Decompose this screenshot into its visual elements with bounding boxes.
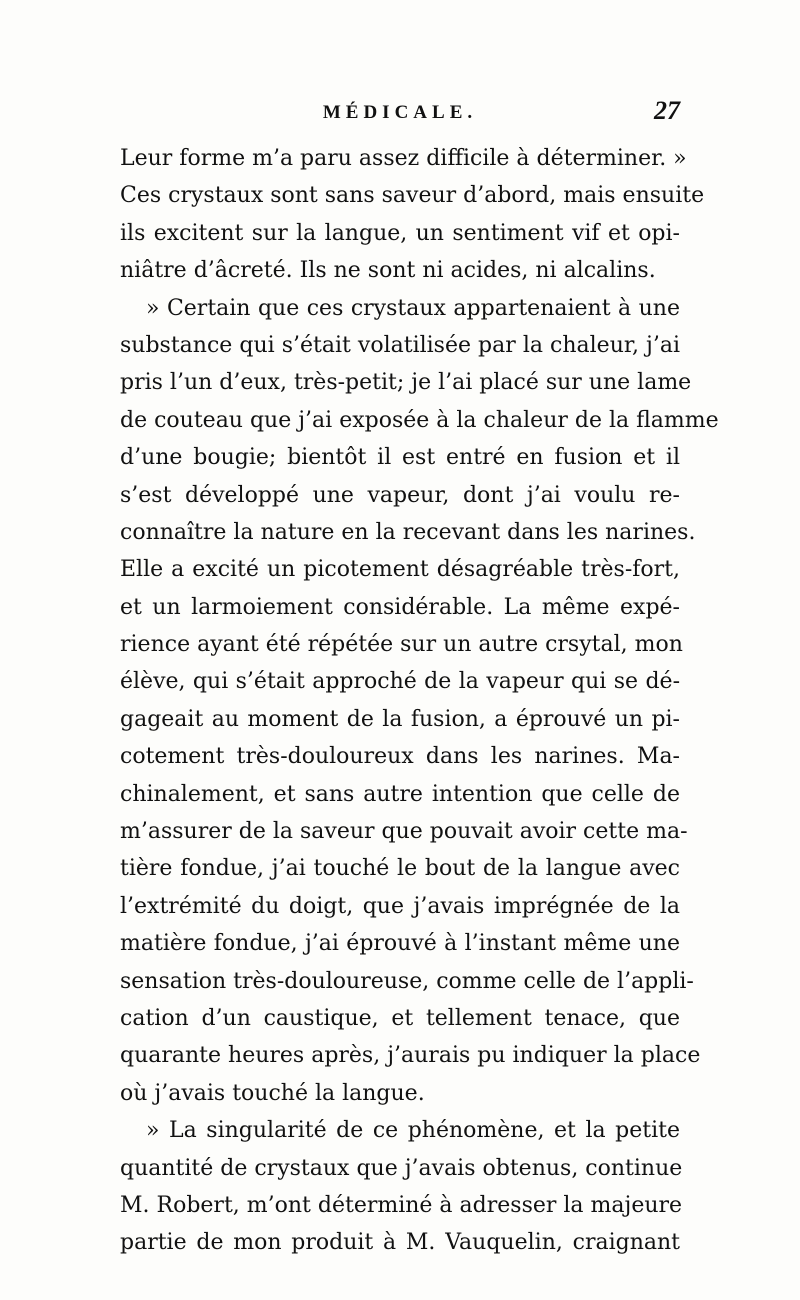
text-line: niâtre d’âcreté. Ils ne sont ni acides, ni alcalins. — [120, 258, 656, 284]
page-header — [120, 96, 680, 136]
text-line: élève, qui s’était approché de la vapeur qui se dé- — [120, 669, 680, 695]
text-line: partie de mon produit à M. Vauquelin, craignant — [120, 1230, 680, 1256]
text-line: Ces crystaux sont sans saveur d’abord, mais ensuite — [120, 183, 705, 209]
text-line: Elle a excité un picotement désagréable très-fort, — [120, 557, 680, 583]
text-line: cation d’un caustique, et tellement tenace, que — [120, 1005, 680, 1031]
text-line: sensation très-douloureuse, comme celle de l’appli- — [120, 968, 694, 994]
text-line: s’est développé une vapeur, dont j’ai voulu re- — [120, 482, 680, 508]
text-line: où j’avais touché la langue. — [120, 1080, 425, 1106]
body-text — [120, 140, 719, 1262]
text-line: » La singularité de ce phénomène, et la petite — [146, 1118, 680, 1144]
text-line: chinalement, et sans autre intention que celle de — [120, 781, 680, 807]
text-line: cotement très-douloureux dans les narines. Ma- — [120, 744, 680, 770]
text-line: Leur forme m’a paru assez difficile à déterminer. » — [120, 146, 687, 171]
text-line: matière fondue, j’ai éprouvé à l’instant même une — [120, 931, 680, 957]
text-line: gageait au moment de la fusion, a éprouvé un pi- — [120, 706, 680, 732]
text-line: M. Robert, m’ont déterminé à adresser la majeure — [120, 1192, 683, 1218]
page-number: 27 — [654, 96, 680, 125]
text-line: l’extrémité du doigt, que j’avais imprégnée de la — [120, 893, 680, 919]
text-line: de couteau que j’ai exposée à la chaleur de la flamme — [120, 407, 719, 433]
text-line: pris l’un d’eux, très-petit; je l’ai placé sur une lame — [120, 370, 692, 396]
text-line: rience ayant été répétée sur un autre crsytal, mon — [120, 632, 683, 658]
text-line: m’assurer de la saveur que pouvait avoir cette ma- — [120, 819, 688, 845]
running-head: MÉDICALE. — [322, 102, 478, 123]
text-line: et un larmoiement considérable. La même expé- — [120, 594, 680, 620]
text-line: d’une bougie; bientôt il est entré en fusion et il — [120, 445, 680, 471]
text-line: tière fondue, j’ai touché le bout de la langue avec — [120, 856, 680, 882]
text-line: » Certain que ces crystaux appartenaient à une — [146, 295, 680, 321]
text-line: quantité de crystaux que j’avais obtenus, continue — [120, 1155, 683, 1181]
text-line: quarante heures après, j’aurais pu indiquer la place — [120, 1043, 701, 1069]
text-line: substance qui s’était volatilisée par la chaleur, j’ai — [120, 332, 680, 358]
text-line: ils excitent sur la langue, un sentiment vif et opi- — [120, 220, 680, 246]
text-line: connaître la nature en la recevant dans les narines. — [120, 519, 696, 545]
